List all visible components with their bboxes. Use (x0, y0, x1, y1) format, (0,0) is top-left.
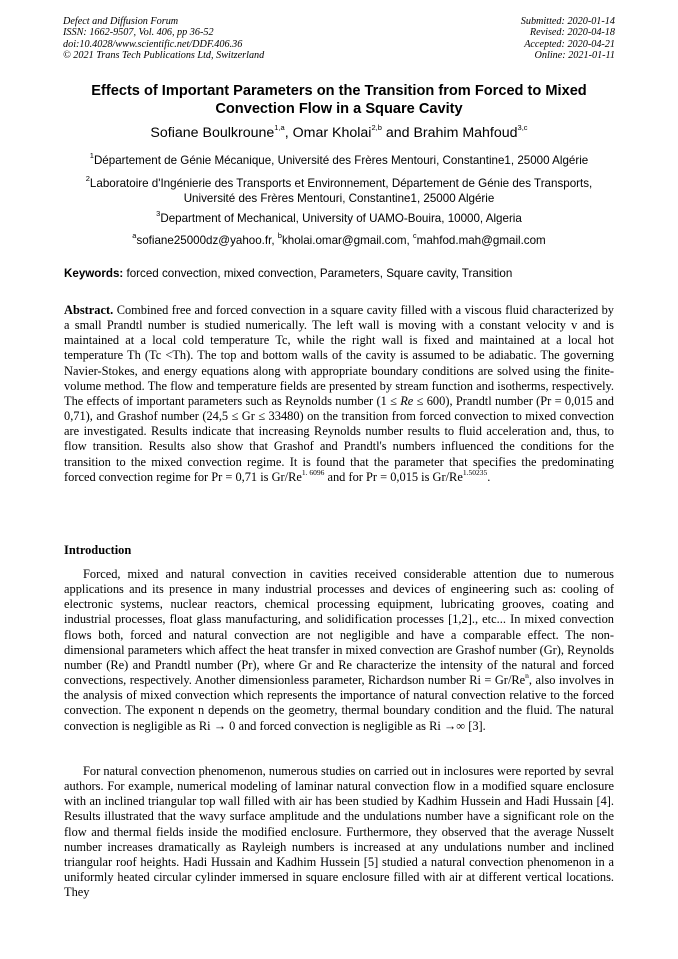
affiliation-sup: 2 (85, 174, 90, 184)
email-link[interactable]: kholai.omar@gmail.com, (281, 234, 413, 247)
keywords-label: Keywords: (64, 267, 124, 280)
affiliation-3 (30, 209, 648, 227)
author-separator: and (381, 125, 414, 141)
intro-paragraph-2: For natural convection phenomenon, numerous studies on carried out in inclosures were reported by sevral authors. For example, numerical modeling of laminar natural convection flow in a modified square enclosure with an inclined triangular top wall filled with air has been studied by Kadhim Hussein and Hadi Hussain [4]. Results illustrated that the wavy surface amplitude and the undulations number have a significant role on the flow and thermal fields inside the modified enclosure. Furthermore, they observed that the average Nusselt number increases dramatically as Rayleigh numbers is increased at any undulations number and inclined triangular roof heights. Hadi Hussain and Kadhim Hussein [5] studied a natural convection phenomenon in a uniformly heated circular cylinder immersed in square enclosure filled with air at different vertical locations. They (64, 764, 614, 900)
author-name: Sofiane Boulkroune (150, 125, 275, 141)
affiliation-text: Université des Frères Mentouri, Constantine1, 25000 Algérie (183, 191, 495, 205)
author-sup: 3,c (517, 123, 528, 133)
copyright-line: © 2021 Trans Tech Publications Ltd, Switzerland (63, 50, 265, 62)
author-name: Omar Kholai (292, 125, 372, 141)
keywords-line (64, 267, 615, 281)
submitted-date: Submitted: 2020-01-14 (520, 16, 615, 27)
abstract-exponent: 1.50235 (462, 467, 488, 477)
abstract-exponent: 1. 6096 (301, 467, 325, 477)
journal-name: Defect and Diffusion Forum (63, 16, 179, 27)
paper-title (40, 83, 638, 118)
abstract-text: ≤ 600), Prandtl number (Pr = 0,015 and 0,71), and Grashof number (24,5 ≤ Gr ≤ 33480) on the transition from forced convection to mixed convection are investigated. Results indicate that increasing Reynolds number results to fluid acceleration and, thus, to flow transition. Results also show that Grashof and Prandtl's numbers influenced the conditions for the transition to the mixed convection regime. It is found that the parameter that specifies the predominating forced convection regime for Pr = 0,71 is Gr/Re (64, 393, 614, 484)
title-line-2: Convection Flow in a Square Cavity (215, 100, 463, 117)
section-heading-introduction: Introduction (64, 543, 132, 557)
abstract-italic: Re (400, 393, 414, 408)
abstract-text: and for Pr = 0,015 is Gr/Re (324, 469, 463, 484)
affiliation-sup: 1 (89, 151, 94, 161)
affiliation-text: Laboratoire d'Ingénierie des Transports et Environnement, Département de Génie des Transports, (89, 177, 593, 190)
doi-line[interactable]: doi:10.4028/www.scientific.net/DDF.406.36 (63, 38, 243, 50)
paragraph-text: , also involves in the analysis of mixed convection which represents the importance of natural convection relative to the forced convection. The exponent n depends on the geometry, thermal boundary condition and the fluid. The natural convection is negligible as Ri → 0 and forced convection is negligible as Ri →∞ [3]. (64, 673, 614, 733)
title-line-1: Effects of Important Parameters on the Transition from Forced to Mixed (91, 83, 587, 99)
author-name: Brahim Mahfoud (413, 125, 518, 141)
email-link[interactable]: mahfod.mah@gmail.com (416, 234, 546, 247)
affiliation-text: Department of Mechanical, University of UAMO-Bouira, 10000, Algeria (160, 212, 522, 225)
author-separator: , (284, 125, 293, 141)
revised-date: Revised: 2020-04-18 (529, 27, 615, 39)
affiliation-1 (30, 151, 648, 169)
journal-header-right (521, 16, 615, 62)
email-list (30, 231, 648, 249)
email-sup: b (277, 231, 282, 241)
abstract-paragraph (64, 303, 614, 485)
abstract-text: Combined free and forced convection in a square cavity filled with a viscous fluid characterized by a small Prandtl number is studied numerically. The left wall is moving with a constant velocity v and is maintained at a local cold temperature Tc, while the right wall is fixed and maintained at a local hot temperature Th (Tc <Th). The top and bottom walls of the cavity is assumed to be adiabatic. The governing Navier-Stokes, and energy equations along with appropriate boundary conditions are solved using the finite-volume method. The flow and temperature fields are presented by stream function and isotherms, respectively. The effects of important parameters such as Reynolds number (1 ≤ (64, 303, 614, 408)
email-sup: c (412, 231, 417, 241)
affiliation-2 (30, 174, 648, 206)
email-sup: a (132, 231, 137, 241)
intro-paragraph-1 (64, 567, 614, 734)
paragraph-exponent: n (525, 670, 529, 680)
affiliation-sup: 3 (156, 209, 161, 219)
email-link[interactable]: sofiane25000dz@yahoo.fr, (136, 234, 278, 247)
online-date: Online: 2021-01-11 (534, 50, 615, 62)
keywords-text: forced convection, mixed convection, Parameters, Square cavity, Transition (123, 267, 513, 280)
abstract-label: Abstract. (64, 303, 114, 317)
abstract-text: . (487, 469, 491, 484)
author-list (20, 125, 658, 142)
paragraph-text: Forced, mixed and natural convection in cavities received considerable attention due to numerous applications and its presence in many industrial processes and devices of engineering such as: cooling of electronic systems, nuclear reactors, chemical processing equipment, lubricating grooves, coating and industrial processes, float glass manufacturing, and solidification processes [1,2]., etc... In mixed convection flows both, forced and natural convection are not negligible and have a comparable effect. The non-dimensional parameters which affect the heat transfer in mixed convection are Grashof number (Gr), Reynolds number (Re) and Prandtl number (Pr), where Gr and Re characterize the intensity of the natural and forced convections, respectively. Another dimensionless parameter, Richardson number Ri = Gr/Re (64, 567, 614, 688)
issn-line: ISSN: 1662-9507, Vol. 406, pp 36-52 (63, 27, 214, 39)
accepted-date: Accepted: 2020-04-21 (524, 38, 615, 50)
author-sup: 1,a (274, 123, 285, 133)
journal-header-left (63, 16, 264, 62)
author-sup: 2,b (371, 123, 382, 133)
affiliation-text: Département de Génie Mécanique, Université des Frères Mentouri, Constantine1, 25000 Algérie (93, 154, 589, 167)
